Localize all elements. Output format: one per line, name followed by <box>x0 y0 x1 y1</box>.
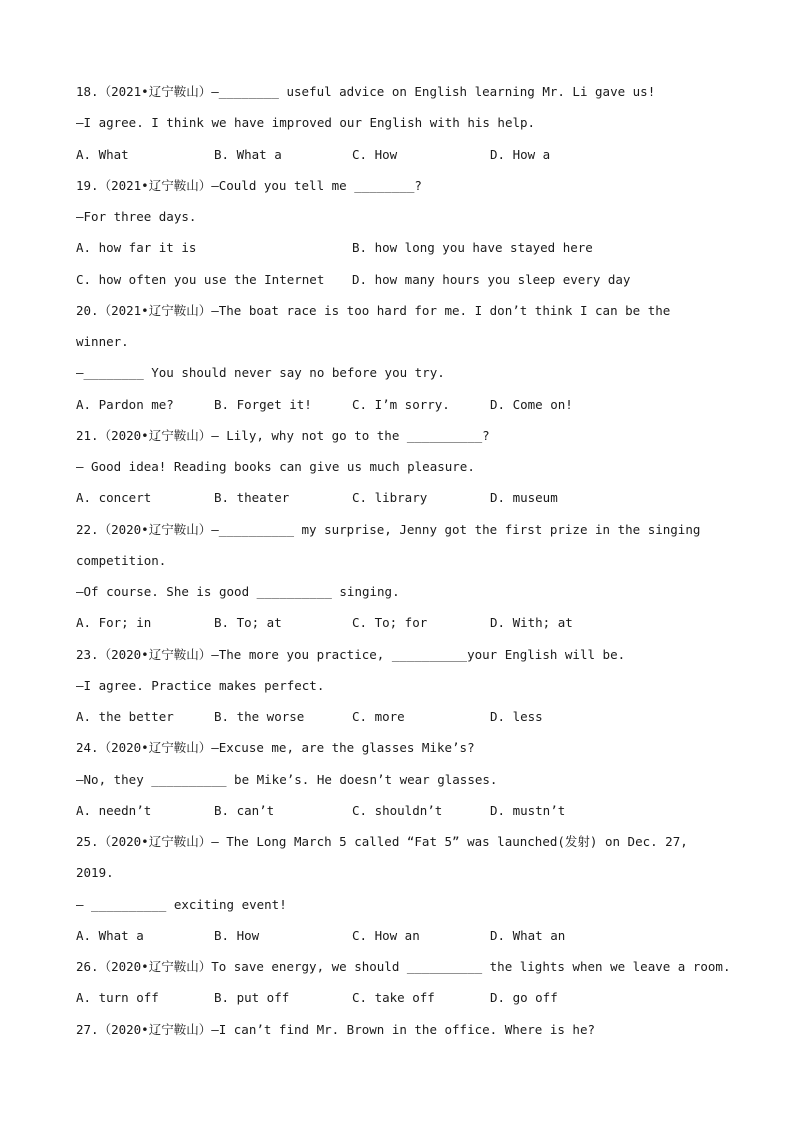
answer-option: A. turn off <box>76 990 159 1005</box>
answer-option: B. To; at <box>214 615 282 630</box>
answer-option: A. how far it is <box>76 240 197 255</box>
question-text: —I agree. Practice makes perfect. <box>76 678 325 693</box>
answer-option: D. What an <box>490 928 566 943</box>
question-text: competition. <box>76 553 167 568</box>
answer-option: C. How <box>352 147 398 162</box>
answer-option: C. library <box>352 490 428 505</box>
answer-option: D. How a <box>490 147 551 162</box>
answer-option: B. How <box>214 928 260 943</box>
answer-option: A. the better <box>76 709 174 724</box>
answer-option: B. can’t <box>214 803 275 818</box>
answer-option: A. Pardon me? <box>76 397 174 412</box>
question-stem: 22.（2020•辽宁鞍山）—__________ my surprise, Jenny got the first prize in the singing <box>76 522 701 537</box>
question-stem: 20.（2021•辽宁鞍山）—The boat race is too hard for me. I don’t think I can be the <box>76 303 671 318</box>
question-stem: 2019. <box>76 865 114 880</box>
answer-option: D. less <box>490 709 543 724</box>
question-stem: 24.（2020•辽宁鞍山）—Excuse me, are the glasses Mike’s? <box>76 740 475 755</box>
question-text: — __________ exciting event! <box>76 897 287 912</box>
answer-option: A. concert <box>76 490 152 505</box>
question-stem: 26.（2020•辽宁鞍山）To save energy, we should __________ the lights when we leave a room. <box>76 959 731 974</box>
answer-option: B. put off <box>214 990 290 1005</box>
answer-option: B. theater <box>214 490 290 505</box>
question-stem: 18.（2021•辽宁鞍山）—________ useful advice on English learning Mr. Li gave us! <box>76 84 656 99</box>
question-stem: 23.（2020•辽宁鞍山）—The more you practice, __________your English will be. <box>76 647 626 662</box>
answer-option: C. take off <box>352 990 435 1005</box>
answer-option: A. For; in <box>76 615 152 630</box>
question-text: winner. <box>76 334 129 349</box>
answer-option: D. Come on! <box>490 397 573 412</box>
answer-option: C. To; for <box>352 615 428 630</box>
answer-option: D. museum <box>490 490 558 505</box>
answer-option: B. Forget it! <box>214 397 312 412</box>
question-stem: 19.（2021•辽宁鞍山）—Could you tell me ________? <box>76 178 422 193</box>
answer-option: C. more <box>352 709 405 724</box>
answer-option: A. needn’t <box>76 803 152 818</box>
answer-option: D. With; at <box>490 615 573 630</box>
question-text: —No, they __________ be Mike’s. He doesn’t wear glasses. <box>76 772 498 787</box>
answer-option: A. What <box>76 147 129 162</box>
answer-option: B. how long you have stayed here <box>352 240 593 255</box>
question-text: —________ You should never say no before you try. <box>76 365 445 380</box>
question-text: —Of course. She is good __________ singing. <box>76 584 400 599</box>
answer-option: A. What a <box>76 928 144 943</box>
answer-option: C. shouldn’t <box>352 803 443 818</box>
question-stem: 21.（2020•辽宁鞍山）— Lily, why not go to the __________? <box>76 428 490 443</box>
question-stem: 25.（2020•辽宁鞍山）— The Long March 5 called “Fat 5” was launched(发射) on Dec. 27, <box>76 834 688 849</box>
answer-option: B. What a <box>214 147 282 162</box>
question-text: — Good idea! Reading books can give us much pleasure. <box>76 459 475 474</box>
answer-option: B. the worse <box>214 709 305 724</box>
answer-option: C. how often you use the Internet <box>76 272 325 287</box>
answer-option: C. How an <box>352 928 420 943</box>
answer-option: D. how many hours you sleep every day <box>352 272 631 287</box>
question-stem: 27.（2020•辽宁鞍山）—I can’t find Mr. Brown in the office. Where is he? <box>76 1022 596 1037</box>
question-text: —I agree. I think we have improved our English with his help. <box>76 115 536 130</box>
question-text: —For three days. <box>76 209 197 224</box>
answer-option: D. mustn’t <box>490 803 566 818</box>
answer-option: C. I’m sorry. <box>352 397 450 412</box>
answer-option: D. go off <box>490 990 558 1005</box>
